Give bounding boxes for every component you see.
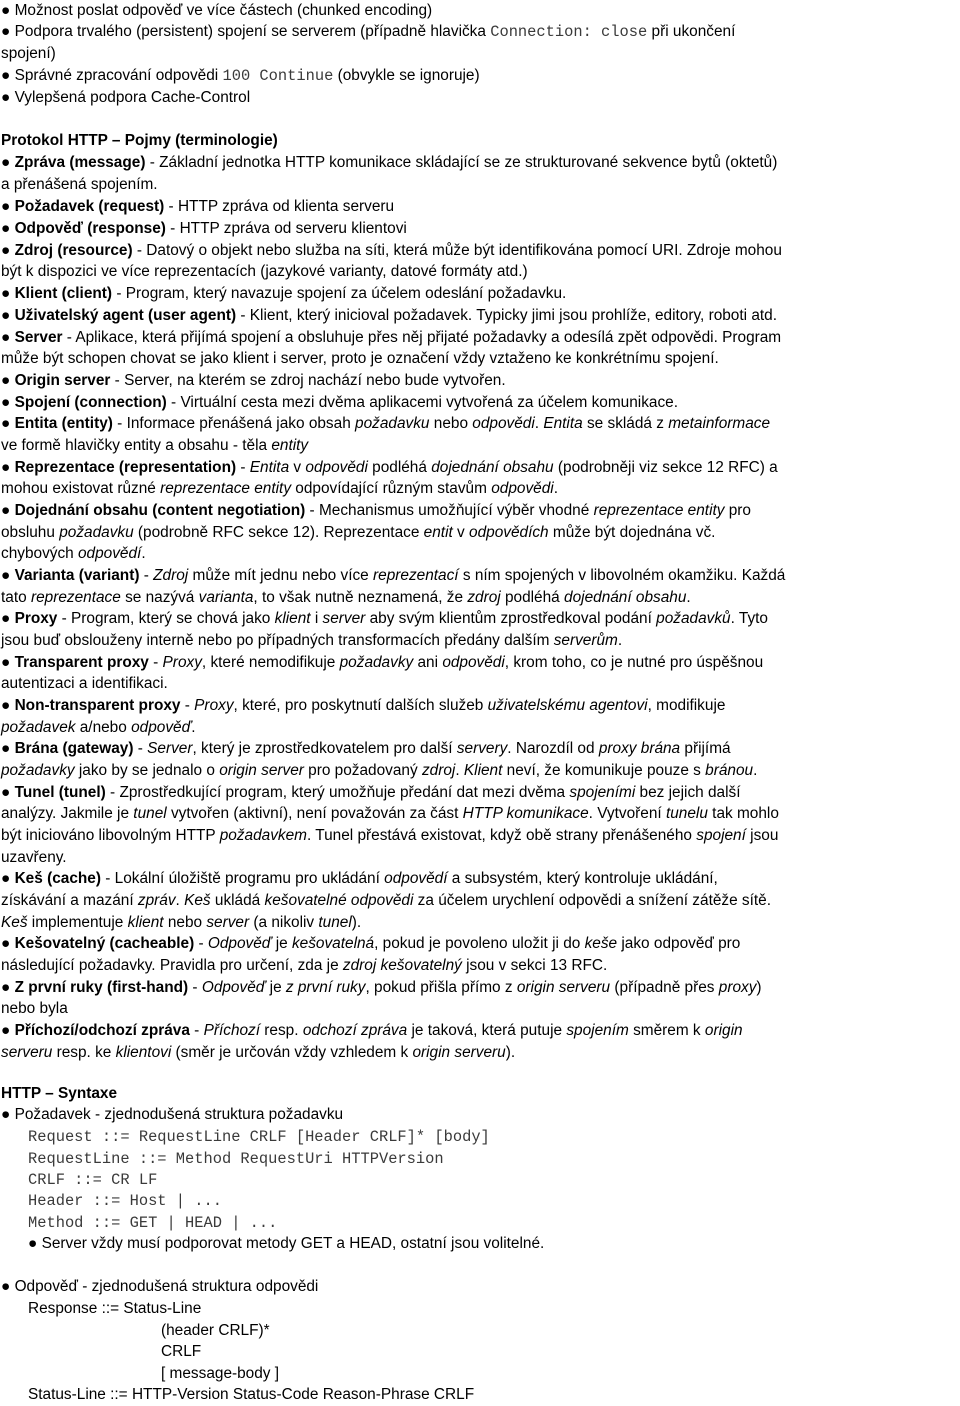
text-line [28, 1212, 277, 1235]
text-run: , pokud je povoleno uložit ji do [374, 935, 585, 952]
text-run: - HTTP zpráva od klienta serveru [164, 198, 395, 215]
text-line [1, 1042, 515, 1064]
italic-term: požadavkem [219, 827, 307, 844]
italic-term: požadavků [656, 610, 731, 627]
italic-term: odpovědi [472, 415, 535, 432]
italic-term: tunelu [665, 805, 708, 822]
text-run: být k dispozici ve více reprezentacích (jazykové varianty, datové formáty atd.) [1, 263, 528, 280]
text-run: směrem k [628, 1022, 705, 1039]
text-line [1, 130, 278, 152]
text-run: a/nebo [75, 719, 132, 736]
text-run: - Klient, který inicioval požadavek. Typicky jimi jsou prohlíže, editory, roboti atd. [236, 307, 778, 324]
text-run: podléhá [367, 459, 432, 476]
text-line [1, 522, 715, 544]
text-run: (a nikoliv [249, 914, 319, 931]
italic-term: odchozí zpráva [302, 1022, 408, 1039]
bold-term: ● Požadavek (request) [1, 198, 165, 215]
text-line [1, 261, 528, 283]
italic-term: Odpověď [207, 935, 272, 952]
text-run: , krom toho, co je nutné pro úspěšnou [504, 654, 764, 671]
text-line [1, 673, 168, 695]
text-run: ● Server vždy musí podporovat metody GET a HEAD, ostatní jsou volitelné. [28, 1235, 545, 1252]
code-text: Request ::= RequestLine CRLF [Header CRLF]* [body] [28, 1128, 490, 1146]
text-run: . Narozdíl od [507, 740, 599, 757]
text-run: - Datový o objekt nebo služba na síti, která může být identifikována pomocí URI. Zdroje mohou [132, 242, 782, 259]
italic-term: klient [274, 610, 311, 627]
text-line [1, 1276, 318, 1298]
text-run: - [236, 459, 250, 476]
italic-term: reprezentace entity [160, 480, 292, 497]
italic-term: origin serveru [516, 979, 611, 996]
text-line [1, 587, 691, 609]
bold-term: ● Zpráva (message) [1, 154, 146, 171]
text-run: může být schopen chovat se jako klient i server, proto je označení vždy vztaženo ke konkrétnímu spojení. [1, 350, 719, 367]
italic-term: požadavku [59, 524, 134, 541]
text-run: přijímá [680, 740, 731, 757]
italic-term: klientovi [115, 1044, 172, 1061]
text-run: aby svým klientům zprostředkoval podání [365, 610, 657, 627]
italic-term: uživatelskému agentovi [487, 697, 648, 714]
text-run: s ním spojených v libovolném okamžiku. Každá [458, 567, 786, 584]
bold-term: ● Server [1, 329, 63, 346]
text-line [1, 565, 785, 587]
text-line [1, 370, 506, 392]
bold-term: ● Spojení (connection) [1, 394, 167, 411]
italic-term: proxy [718, 979, 757, 996]
text-run: se skládá z [582, 415, 669, 432]
text-run: chybových [1, 545, 78, 562]
text-line [1, 695, 725, 717]
text-run: Response ::= Status-Line [28, 1300, 202, 1317]
italic-term: varianta [198, 589, 254, 606]
italic-term: odpovědi [305, 459, 368, 476]
italic-term: serveru [1, 1044, 53, 1061]
text-run: . [175, 892, 185, 909]
text-line [1, 1020, 743, 1042]
text-line [1, 0, 432, 22]
bold-term: ● Brána (gateway) [1, 740, 134, 757]
italic-term: zpráv [137, 892, 176, 909]
italic-term: Entita [249, 459, 290, 476]
text-run: . [534, 415, 544, 432]
text-line [1, 868, 718, 890]
text-line [1, 174, 158, 196]
text-line [1, 218, 407, 240]
text-run: - Program, který se chová jako [57, 610, 275, 627]
bold-term: ● Odpověď (response) [1, 220, 166, 237]
text-run: - [148, 654, 163, 671]
bold-term: ● Tunel (tunel) [1, 784, 106, 801]
text-line [161, 1363, 279, 1385]
bold-term: ● Klient (client) [1, 285, 113, 302]
text-line [1, 500, 751, 522]
text-line [1, 283, 566, 305]
code-text: Connection: close [490, 23, 648, 41]
italic-term: požadavky [1, 762, 75, 779]
text-run: (směr je určován vždy vzhledem k [171, 1044, 413, 1061]
italic-term: serverům [553, 632, 618, 649]
text-line [1, 152, 777, 174]
text-run: - Zprostředkující program, který umožňuje předání dat mezi dvěma [105, 784, 570, 801]
text-line [1, 543, 146, 565]
italic-term: origin serveru [412, 1044, 506, 1061]
text-line [1, 327, 781, 349]
italic-term: požadavky [339, 654, 414, 671]
text-line [1, 1083, 117, 1105]
italic-term: dojednání obsahu [431, 459, 554, 476]
bold-term: Protokol HTTP – Pojmy (terminologie) [1, 132, 278, 149]
text-run: - [188, 979, 202, 996]
text-run: obsluhu [1, 524, 60, 541]
bold-term: ● Příchozí/odchozí zpráva [1, 1022, 190, 1039]
italic-term: keše [584, 935, 618, 952]
text-line [1, 196, 394, 218]
text-run: a přenášená spojením. [1, 176, 158, 193]
text-run: . [455, 762, 464, 779]
text-line [161, 1320, 270, 1342]
text-line [1, 825, 778, 847]
text-run: - HTTP zpráva od serveru klientovi [165, 220, 407, 237]
text-line [28, 1169, 157, 1192]
italic-term: servery [456, 740, 508, 757]
text-line [1, 87, 250, 109]
text-line [28, 1233, 544, 1255]
italic-term: požadavku [355, 415, 430, 432]
italic-term: entit [423, 524, 453, 541]
italic-term: spojeními [569, 784, 636, 801]
text-line [1, 435, 308, 457]
text-line [1, 21, 735, 44]
text-run: , pokud přišla přímo z [365, 979, 517, 996]
text-run: odpovídající různým stavům [291, 480, 492, 497]
italic-term: proxy brána [598, 740, 681, 757]
text-line [1, 43, 56, 65]
text-run: podléhá [500, 589, 565, 606]
italic-term: Entita [543, 415, 583, 432]
bold-term: ● Uživatelský agent (user agent) [1, 307, 237, 324]
italic-term: odpovědí [384, 870, 448, 887]
italic-term: server [206, 914, 250, 931]
text-run: jako by se jednalo o [74, 762, 220, 779]
text-run: autentizaci a identifikaci. [1, 675, 168, 692]
text-run: resp. [260, 1022, 303, 1039]
italic-term: Zdroj [153, 567, 189, 584]
text-run: , který je zprostředkovatelem pro další [192, 740, 457, 757]
italic-term: Proxy [162, 654, 202, 671]
bold-term: ● Reprezentace (representation) [1, 459, 237, 476]
text-run: může být dojednána vč. [548, 524, 716, 541]
text-line [1, 977, 762, 999]
code-text: Method ::= GET | HEAD | ... [28, 1214, 278, 1232]
text-run: následující požadavky. Pravidla pro určení, zda je [1, 957, 343, 974]
text-run: - [133, 740, 148, 757]
text-run: spojení) [1, 45, 56, 62]
italic-term: Příchozí [203, 1022, 261, 1039]
text-run: získávání a mazání [1, 892, 138, 909]
italic-term: reprezentací [373, 567, 459, 584]
text-line [1, 782, 741, 804]
bold-term: HTTP – Syntaxe [1, 1085, 118, 1102]
text-line [1, 933, 740, 955]
text-line [1, 998, 68, 1020]
text-run: resp. ke [52, 1044, 116, 1061]
text-run: [ message-body ] [161, 1365, 280, 1382]
italic-term: spojení [696, 827, 746, 844]
text-run: za účelem urychlení odpovědi a snížení zátěže sítě. [413, 892, 772, 909]
text-run: vytvořen (aktivní), není považován za část [166, 805, 463, 822]
text-line [1, 760, 757, 782]
italic-term: origin [704, 1022, 743, 1039]
italic-term: odpovědi [442, 654, 505, 671]
text-run: (případně přes [610, 979, 719, 996]
text-line [161, 1341, 201, 1363]
text-run: CRLF [161, 1343, 202, 1360]
text-run: . [553, 480, 558, 497]
text-line [28, 1384, 474, 1406]
text-line [28, 1148, 444, 1171]
text-line [1, 912, 361, 934]
text-line [1, 305, 777, 327]
text-run: mohou existovat různé [1, 480, 161, 497]
italic-term: tunel [318, 914, 352, 931]
text-run: ) [756, 979, 762, 996]
italic-term: Proxy [194, 697, 234, 714]
code-text: Header ::= Host | ... [28, 1192, 222, 1210]
code-text: 100 Continue [222, 67, 334, 85]
italic-term: odpovědí [78, 545, 142, 562]
italic-term: odpověď [131, 719, 192, 736]
italic-term: dojednání obsahu [564, 589, 687, 606]
text-run: (header CRLF)* [161, 1322, 270, 1339]
italic-term: kešovatelná [291, 935, 375, 952]
text-run: - [180, 697, 195, 714]
text-run: jako odpověď pro [617, 935, 741, 952]
text-run: se nazývá [120, 589, 199, 606]
italic-term: tunel [133, 805, 167, 822]
text-run: je taková, která putuje [407, 1022, 567, 1039]
text-run: , které, pro poskytnutí dalších služeb [233, 697, 488, 714]
text-run: být iniciováno libovolným HTTP [1, 827, 220, 844]
bold-term: ● Origin server [1, 372, 111, 389]
text-line [1, 1104, 343, 1126]
text-line [1, 478, 558, 500]
text-run: - Virtuální cesta mezi dvěma aplikacemi vytvořená za účelem komunikace. [166, 394, 679, 411]
bold-term: ● Proxy [1, 610, 58, 627]
bold-term: ● Entita (entity) [1, 415, 113, 432]
italic-term: entity [271, 437, 309, 454]
italic-term: origin server [219, 762, 304, 779]
text-run: pro požadovaný [303, 762, 422, 779]
italic-term: zdroj [421, 762, 456, 779]
text-run: tato [1, 589, 31, 606]
italic-term: Klient [463, 762, 503, 779]
text-run: uzavřeny. [1, 849, 67, 866]
text-run: . [686, 589, 691, 606]
italic-term: reprezentace [30, 589, 121, 606]
text-run: . [617, 632, 623, 649]
text-line [1, 955, 607, 977]
text-line [1, 652, 763, 674]
text-run: je [271, 935, 292, 952]
text-line [1, 630, 622, 652]
italic-term: odpovědi [491, 480, 554, 497]
bold-term: ● Varianta (variant) [1, 567, 140, 584]
text-run: nebo byla [1, 1000, 68, 1017]
italic-term: požadavek [1, 719, 76, 736]
text-line [1, 348, 719, 370]
text-line [1, 803, 779, 825]
text-run: - Lokální úložiště programu pro ukládání [100, 870, 385, 887]
text-run: (podrobně RFC sekce 12). Reprezentace [133, 524, 424, 541]
text-run: při ukončení [647, 23, 736, 40]
text-run: v [289, 459, 306, 476]
text-run: analýzy. Jakmile je [1, 805, 134, 822]
text-run: ukládá [210, 892, 265, 909]
text-run: ). [351, 914, 362, 931]
code-text: CRLF ::= CR LF [28, 1171, 158, 1189]
text-run: - Aplikace, která přijímá spojení a obsluhuje přes něj přijaté požadavky a odesílá zpět odpovědi. Program [62, 329, 782, 346]
italic-term: reprezentace entity [593, 502, 725, 519]
text-run: - [139, 567, 154, 584]
text-line [1, 392, 678, 414]
text-run: . [753, 762, 758, 779]
text-line [1, 413, 770, 435]
text-run: ● Odpověď - zjednodušená struktura odpovědi [1, 1278, 319, 1295]
text-run: je [265, 979, 286, 996]
text-line [1, 457, 778, 479]
text-run: - [189, 1022, 204, 1039]
text-run: - Základní jednotka HTTP komunikace skládající se ze strukturované sekvence bytů (oktetů) [145, 154, 778, 171]
italic-term: spojením [566, 1022, 629, 1039]
text-run: , modifikuje [647, 697, 726, 714]
italic-term: klient [127, 914, 164, 931]
text-run: . Tunel přestává existovat, když obě strany přenášeného [306, 827, 697, 844]
text-line [28, 1126, 490, 1149]
text-run: v [452, 524, 470, 541]
italic-term: Keš [1, 914, 28, 931]
text-run: a subsystém, který kontroluje ukládání, [447, 870, 718, 887]
italic-term: Keš [184, 892, 211, 909]
italic-term: metainformace [668, 415, 771, 432]
text-line [1, 717, 196, 739]
text-run: (obvykle se ignoruje) [333, 67, 480, 84]
text-run: . Vytvoření [588, 805, 666, 822]
text-run: . Tyto [730, 610, 768, 627]
bold-term: ● Z první ruky (first-hand) [1, 979, 189, 996]
text-run: nebo [429, 415, 473, 432]
bold-term: ● Non-transparent proxy [1, 697, 181, 714]
text-run: bez jejich další [635, 784, 741, 801]
text-run: ● Podpora trvalého (persistent) spojení se serverem (případně hlavička [1, 23, 491, 40]
text-run: - Informace přenášená jako obsah [112, 415, 356, 432]
text-run: Možnost poslat odpověď ve více částech (chunked encoding) [14, 2, 433, 19]
text-run: pro [724, 502, 751, 519]
text-run: - Program, který navazuje spojení za účelem odeslání požadavku. [112, 285, 567, 302]
text-run: , to však nutně neznamená, že [253, 589, 468, 606]
italic-term: Server [147, 740, 193, 757]
bold-term: ● Keš (cache) [1, 870, 101, 887]
text-line [1, 738, 731, 760]
bold-term: ● Dojednání obsahu (content negotiation) [1, 502, 306, 519]
text-run: může mít jednu nebo více [188, 567, 374, 584]
text-line [1, 890, 771, 912]
text-run: ve formě hlavičky entity a obsahu - těla [1, 437, 272, 454]
text-line [28, 1190, 222, 1213]
italic-term: odpovědích [469, 524, 549, 541]
text-run: ● Správné zpracování odpovědi [1, 67, 223, 84]
text-run: ● Požadavek - zjednodušená struktura požadavku [1, 1106, 344, 1123]
text-run: jsou buď obslouženy interně nebo po případných transformacích předány dalším [1, 632, 554, 649]
bold-term: ● Zdroj (resource) [1, 242, 133, 259]
text-run: jsou v sekci 13 RFC. [461, 957, 608, 974]
text-run: i [310, 610, 323, 627]
text-run: implementuje [27, 914, 128, 931]
code-text: RequestLine ::= Method RequestUri HTTPVersion [28, 1150, 444, 1168]
text-run: - Server, na kterém se zdroj nachází nebo bude vytvořen. [110, 372, 506, 389]
text-run: neví, že komunikuje pouze s [502, 762, 706, 779]
italic-term: server [322, 610, 366, 627]
text-line [1, 608, 768, 630]
text-run: . [141, 545, 146, 562]
text-line [1, 65, 480, 88]
bold-term: ● Transparent proxy [1, 654, 149, 671]
text-run: . [191, 719, 196, 736]
text-run: ani [413, 654, 443, 671]
text-run: nebo [163, 914, 207, 931]
text-run: , které nemodifikuje [201, 654, 340, 671]
italic-term: zdroj kešovatelný [342, 957, 462, 974]
italic-term: z první ruky [285, 979, 366, 996]
italic-term: bránou [705, 762, 754, 779]
text-run: - Mechanismus umožňující výběr vhodné [305, 502, 594, 519]
text-run: (podrobněji viz sekce 12 RFC) a [553, 459, 778, 476]
text-line [1, 847, 67, 869]
text-run: ● Vylepšená podpora Cache-Control [1, 89, 251, 106]
italic-term: zdroj [467, 589, 501, 606]
text-line [28, 1298, 201, 1320]
bold-term: ● Kešovatelný (cacheable) [1, 935, 195, 952]
text-run: Status-Line ::= HTTP-Version Status-Code Reason-Phrase CRLF [28, 1386, 475, 1403]
text-run: - [194, 935, 208, 952]
bold-term: ● [1, 2, 15, 19]
text-run: tak mohlo [707, 805, 779, 822]
text-line [1, 240, 782, 262]
italic-term: Odpověď [201, 979, 266, 996]
text-run: jsou [745, 827, 779, 844]
italic-term: kešovatelné odpovědi [264, 892, 414, 909]
text-run: ). [505, 1044, 516, 1061]
italic-term: HTTP komunikace [462, 805, 589, 822]
